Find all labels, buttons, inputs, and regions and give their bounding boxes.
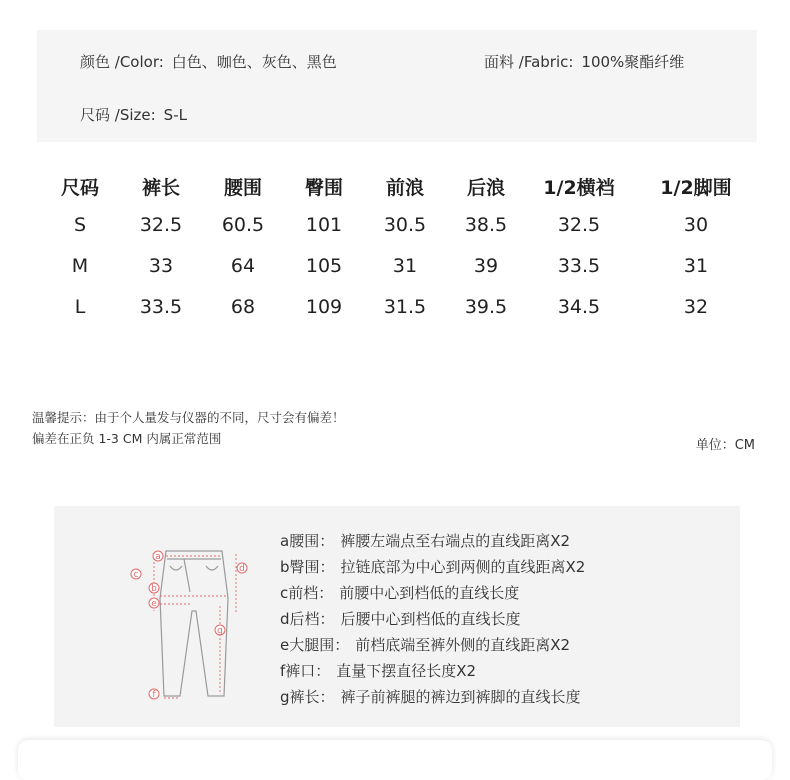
header-half-hem: 1/2脚围 (660, 176, 732, 199)
table-row (40, 204, 760, 245)
table-cell: 39.5 (464, 295, 508, 318)
table-header-row (40, 168, 760, 204)
definition-key: b臀围： (280, 558, 335, 576)
unit-label: 单位：CM (695, 438, 755, 453)
table-cell: 101 (305, 213, 343, 236)
definition-key: c前档： (280, 584, 334, 602)
definition-key: a腰围： (280, 532, 335, 550)
color-info (80, 51, 337, 72)
table-cell: 32 (683, 295, 709, 318)
pants-diagram (124, 526, 264, 711)
marker-f-label: f (152, 690, 156, 700)
marker-g-label: g (217, 626, 223, 636)
table-row (40, 286, 760, 327)
table-cell: 105 (305, 254, 343, 277)
table-cell: 38.5 (464, 213, 508, 236)
table-cell: 31 (392, 254, 418, 277)
definition-key: e大腿围： (280, 636, 350, 654)
definition-item (280, 528, 585, 554)
header-hip: 臀围 (304, 176, 343, 199)
table-row (40, 245, 760, 286)
definition-text: 后腰中心到档低的直线长度 (340, 610, 521, 628)
definition-text: 前档底端至裤外侧的直线距离X2 (355, 636, 571, 654)
table-cell: L (74, 295, 86, 318)
product-info-box (37, 30, 757, 142)
table-cell: 60.5 (221, 213, 265, 236)
table-cell: 33.5 (557, 254, 601, 277)
header-front-rise: 前浪 (385, 176, 424, 199)
definition-item (280, 554, 585, 580)
table-cell: S (73, 213, 87, 236)
table-cell: 32.5 (139, 213, 183, 236)
size-chart-table (40, 168, 760, 327)
table-cell: 33 (148, 254, 174, 277)
fabric-info (484, 51, 684, 72)
definition-item (280, 658, 585, 684)
table-cell: 32.5 (557, 213, 601, 236)
marker-b-label: b (151, 584, 157, 594)
definition-item (280, 684, 585, 710)
header-back-rise: 后浪 (466, 176, 505, 199)
size-info (80, 104, 187, 125)
table-cell: 34.5 (557, 295, 601, 318)
measurement-definitions (280, 528, 585, 710)
definition-item (280, 606, 585, 632)
definition-key: f裤口： (280, 662, 331, 680)
color-value: 白色、咖色、灰色、黑色 (171, 53, 337, 71)
size-value: S-L (163, 106, 187, 124)
size-label: 尺码 /Size: (80, 106, 156, 124)
table-cell: 31.5 (383, 295, 427, 318)
table-cell: 64 (230, 254, 256, 277)
definition-item (280, 580, 585, 606)
color-label: 颜色 /Color: (80, 53, 164, 71)
fabric-label: 面料 /Fabric: (484, 53, 574, 71)
header-length: 裤长 (141, 176, 180, 199)
header-size: 尺码 (60, 176, 99, 199)
marker-e-label: e (151, 599, 157, 609)
measurement-guide (54, 506, 740, 727)
definition-text: 裤子前裤腿的裤边到裤脚的直线长度 (340, 688, 581, 706)
definition-item (280, 632, 585, 658)
definition-key: g裤长： (280, 688, 335, 706)
definition-text: 裤腰左端点至右端点的直线距离X2 (340, 532, 571, 550)
pants-outline (160, 551, 228, 696)
measure-markers (131, 551, 247, 700)
tolerance-note: 偏差在正负 1-3 CM 内属正常范围 (32, 431, 222, 446)
table-cell: 30 (683, 213, 709, 236)
marker-c-label: c (133, 570, 139, 580)
table-cell: 68 (230, 295, 256, 318)
table-cell: 30.5 (383, 213, 427, 236)
definition-text: 前腰中心到档低的直线长度 (339, 584, 520, 602)
definition-key: d后档： (280, 610, 335, 628)
marker-a-label: a (155, 552, 161, 562)
fabric-value: 100%聚酯纤维 (581, 53, 685, 71)
tip-note: 温馨提示：由于个人量发与仪器的不同，尺寸会有偏差！ (32, 410, 345, 425)
bottom-card (18, 740, 772, 780)
definition-text: 直量下摆直径长度X2 (336, 662, 477, 680)
table-cell: 33.5 (139, 295, 183, 318)
marker-d-label: d (239, 564, 245, 574)
table-cell: 39 (473, 254, 499, 277)
header-waist: 腰围 (223, 176, 262, 199)
table-cell: 31 (683, 254, 709, 277)
table-cell: M (71, 254, 89, 277)
definition-text: 拉链底部为中心到两侧的直线距离X2 (340, 558, 586, 576)
table-cell: 109 (305, 295, 343, 318)
header-half-thigh: 1/2横裆 (543, 176, 615, 199)
